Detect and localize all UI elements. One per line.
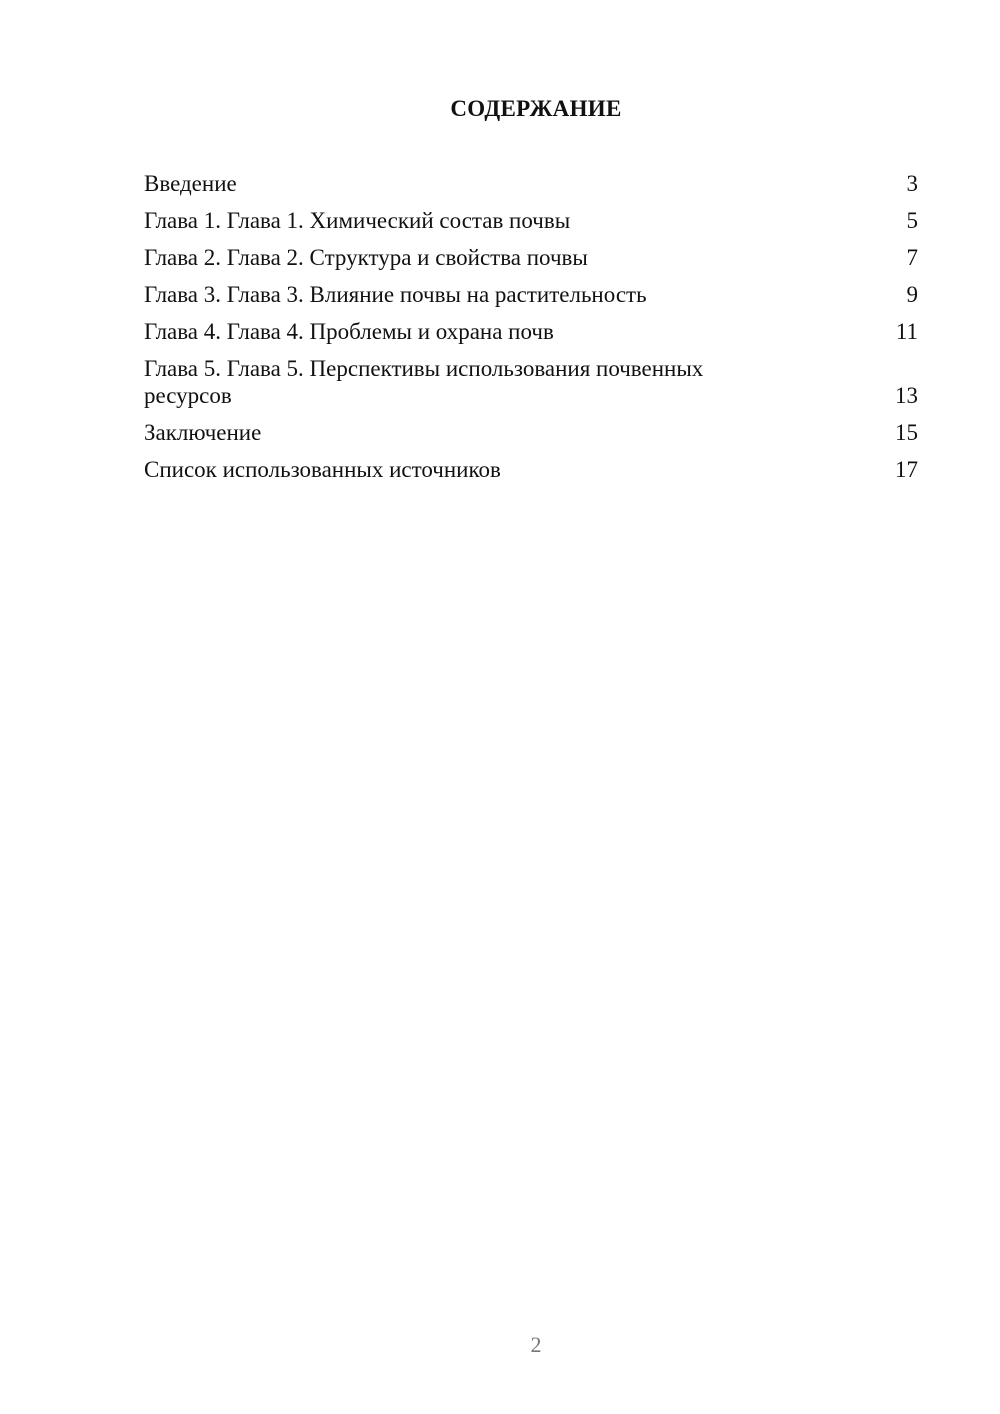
toc-entry-page: 11	[895, 319, 918, 344]
toc-entry-page: 9	[906, 282, 918, 307]
toc-entry-chapter-4[interactable]	[144, 318, 918, 345]
toc-entry-chapter-3[interactable]	[144, 281, 918, 308]
toc-entry-chapter-2[interactable]	[144, 244, 918, 271]
toc-entry-page: 7	[906, 245, 918, 270]
toc-entry-title: Заключение	[144, 420, 262, 445]
toc-entry-chapter-1[interactable]	[144, 207, 918, 234]
toc-entry-title: Глава 3. Глава 3. Влияние почвы на растительность	[144, 282, 647, 307]
toc-entry-page: 3	[906, 171, 918, 196]
table-of-contents	[144, 170, 918, 493]
toc-entry-title: Список использованных источников	[144, 457, 501, 482]
toc-entry-title: Глава 2. Глава 2. Структура и свойства почвы	[144, 245, 588, 270]
toc-entry-conclusion[interactable]	[144, 419, 918, 446]
toc-entry-title: Глава 5. Глава 5. Перспективы использования почвенных ресурсов	[144, 356, 704, 408]
toc-entry-title: Глава 4. Глава 4. Проблемы и охрана почв	[144, 319, 554, 344]
toc-entry-page: 15	[895, 420, 918, 445]
toc-entry-title: Введение	[144, 171, 237, 196]
page-title: СОДЕРЖАНИЕ	[450, 96, 622, 121]
toc-entry-page: 17	[895, 457, 918, 482]
page-number: 2	[530, 1332, 542, 1357]
toc-entry-page: 5	[906, 208, 918, 233]
toc-entry-title: Глава 1. Глава 1. Химический состав почвы	[144, 208, 571, 233]
toc-entry-references[interactable]	[144, 456, 918, 483]
toc-entry-introduction[interactable]	[144, 170, 918, 197]
toc-entry-chapter-5[interactable]	[144, 355, 918, 409]
toc-entry-page: 13	[895, 383, 918, 408]
